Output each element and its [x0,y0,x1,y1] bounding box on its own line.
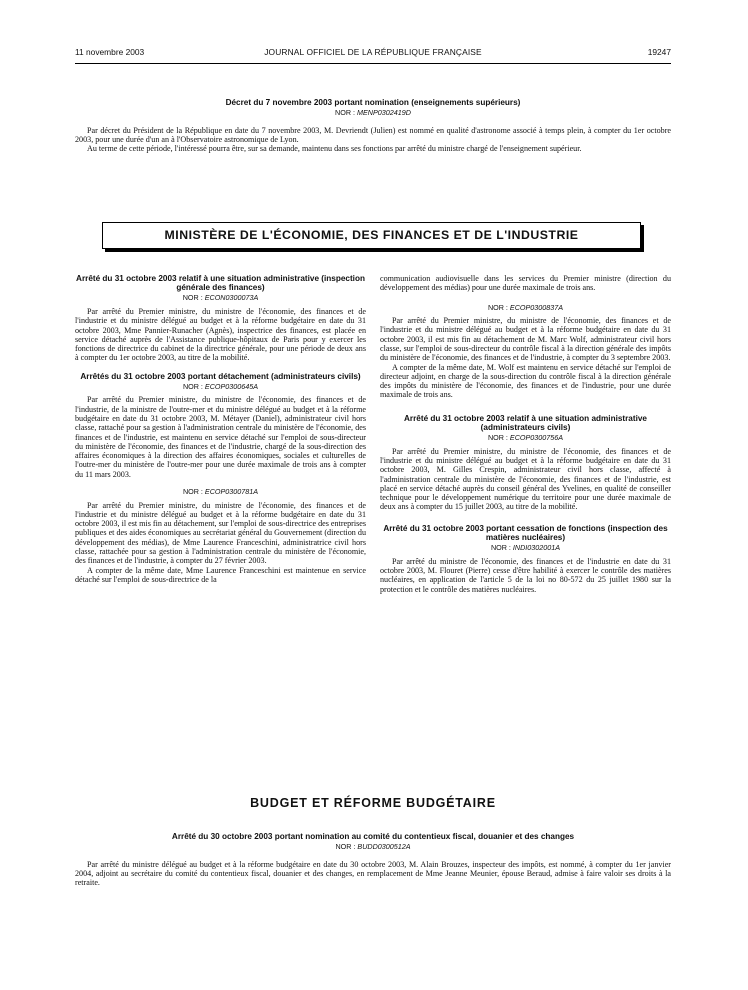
arrete-5-nor: NOR : ECOP0300756A [487,433,564,443]
arrete-3-paragraph-2: A compter de la même date, Mme Laurence Franceschini est maintenue en service détaché sur l'emploi de sous-directrice de la [75,565,366,584]
arrete-6-nor: NOR : INDI0302001A [490,543,561,553]
budget-arrete-title: Arrêté du 30 octobre 2003 portant nomination au comité du contentieux fiscal, douanier et des changes [171,832,575,841]
page-header [75,48,671,60]
arrete-1-paragraph: Par arrêté du Premier ministre, du ministre de l'économie, des finances et de l'industrie et du ministre délégué au budget et à la réforme budgétaire en date du 31 octobre 2003, Mme Pannier-Runacher (Agnès), inspectrice des finances, est placée en service détaché auprès de l'Assistance publique-hôpitaux de Paris pour y exercer les fonctions de directrice du cabinet de la directrice générale, pour une période de deux ans à compter du 1er octobre 2003, au titre de la mobilité. [75,306,366,363]
decree-paragraph-1: Par décret du Président de la République en date du 7 novembre 2003, M. Devriendt (Julien) est nommé en qualité d'astronome associé à temps plein, à compter du 1er octobre 2003, pour une durée d'un an à l'Observatoire astronomique de Lyon. [75,125,671,144]
budget-heading: BUDGET ET RÉFORME BUDGÉTAIRE [250,796,496,810]
decree-paragraph-2: Au terme de cette période, l'intéressé pourra être, sur sa demande, maintenu dans ses fonctions par arrêté du ministre chargé de l'enseignement supérieur. [87,144,582,154]
page-number: 19247 [647,47,671,57]
header-rule [75,63,671,64]
arrete-1-nor: NOR : ECON0300073A [182,293,259,303]
arrete-5-title: Arrêté du 31 octobre 2003 relatif à une situation administrative (administrateurs civils) [404,413,647,432]
arrete-4-nor: NOR : ECOP0300837A [487,302,564,312]
arrete-2-title: Arrêtés du 31 octobre 2003 portant détachement (administrateurs civils) [80,371,361,381]
journal-title: JOURNAL OFFICIEL DE LA RÉPUBLIQUE FRANÇAISE [264,47,482,57]
arrete-4-paragraph-1: Par arrêté du Premier ministre, du ministre de l'économie, des finances et de l'industrie et du ministre délégué au budget et à la réforme budgétaire en date du 31 octobre 2003, il est mis fin au détachement de M. Marc Wolf, administrateur civil hors classe, sur l'emploi de sous-directeur du contrôle fiscal à la direction générale des impôts du ministère de l'économie, des finances et de l'industrie, à compter du 3 septembre 2003. [380,316,671,363]
decree-section [75,98,671,154]
header-date: 11 novembre 2003 [75,47,145,57]
arrete-3-continuation: communication audiovisuelle dans les services du Premier ministre (direction du développement des médias) pour une durée maximale de trois ans. [380,274,671,293]
ministry-heading: MINISTÈRE DE L'ÉCONOMIE, DES FINANCES ET DE L'INDUSTRIE [102,222,641,249]
decree-nor-code: MENP0302419D [357,108,411,118]
decree-title: Décret du 7 novembre 2003 portant nomination (enseignements supérieurs) [225,98,521,107]
arrete-5-paragraph: Par arrêté du Premier ministre, du ministre de l'économie, des finances et de l'industrie et du ministre délégué au budget et à la réforme budgétaire en date du 31 octobre 2003, M. Gilles Crespin, administrateur civil hors classe, affecté à l'administration centrale du ministère de l'économie, des finances et de l'industrie, est placé en service détaché auprès du conseil général des Yvelines, en qualité de conseiller technique pour le développement numérique du territoire pour une durée maximale de deux ans à compter du 15 juillet 2003, au titre de la mobilité. [380,446,671,512]
arrete-6-paragraph: Par arrêté du ministre de l'économie, des finances et de l'industrie en date du 31 octobre 2003, M. Flouret (Pierre) cesse d'être habilité à exercer le contrôle des matières nucléaires, en application de l'article 5 de la loi no 80-572 du 25 juillet 1980 sur la protection et le contrôle des matières nucléaires. [380,556,671,594]
arrete-3-paragraph-1: Par arrêté du Premier ministre, du ministre de l'économie, des finances et de l'industrie et du ministre délégué au budget et à la réforme budgétaire en date du 31 octobre 2003, il est mis fin au détachement, sur l'emploi de sous-directrice des entreprises publiques et des aides économiques au secrétariat général du Gouvernement (direction du développement des médias), de Mme Laurence Franceschini, administratrice civil hors classe, rattachée pour sa gestion à l'administration centrale du ministère de l'économie, des finances et de l'industrie, à compter du 27 février 2003. [75,500,366,566]
decree-nor: NOR : MENP0302419D [335,108,411,118]
arrete-2-nor: NOR : ECOP0300645A [182,381,259,391]
arrete-2-paragraph: Par arrêté du Premier ministre, du ministre de l'économie, des finances et de l'industrie, de la ministre de l'outre-mer et du ministre délégué au budget et à la réforme budgétaire en date du 31 octobre 2003, M. Métayer (Daniel), administrateur civil hors classe, rattaché pour sa gestion à l'administration centrale du ministère de l'économie, des finances et de l'industrie, est maintenu en service détaché sur l'emploi de sous-directeur du ministère de l'économie, des finances et de l'industrie, chargé de la sous-direction des affaires économiques à la direction des affaires économiques, sociales et culturelles de l'outre-mer du ministère de l'outre-mer pour une durée maximale de trois ans à compter du 11 mars 2003. [75,395,366,479]
budget-arrete-nor: NOR : BUDD0300512A [335,842,411,852]
arrete-4-paragraph-2: A compter de la même date, M. Wolf est maintenu en service détaché sur l'emploi de directeur adjoint, en charge de la sous-direction du contrôle fiscal à la direction générale des impôts du ministère de l'économie, des finances et de l'industrie, pour une durée maximale de trois ans. [380,362,671,400]
right-column [380,274,671,594]
arrete-6-title: Arrêté du 31 octobre 2003 portant cessation de fonctions (inspection des matières nucléaires) [383,523,668,542]
budget-arrete-paragraph: Par arrêté du ministre délégué au budget et à la réforme budgétaire en date du 30 octobre 2003, M. Alain Brouzes, inspecteur des impôts, est nommé, à compter du 1er janvier 2004, adjoint au secrétaire du comité du contentieux fiscal, douanier et des changes, en remplacement de Mme Jeanne Meunier, épouse Beraud, admise à faire valoir ses droits à la retraite. [75,859,671,888]
left-column [75,274,366,584]
arrete-1-title: Arrêté du 31 octobre 2003 relatif à une situation administrative (inspection générale des finances) [76,274,365,293]
arrete-3-nor: NOR : ECOP0300781A [182,487,259,497]
budget-section [75,832,671,888]
